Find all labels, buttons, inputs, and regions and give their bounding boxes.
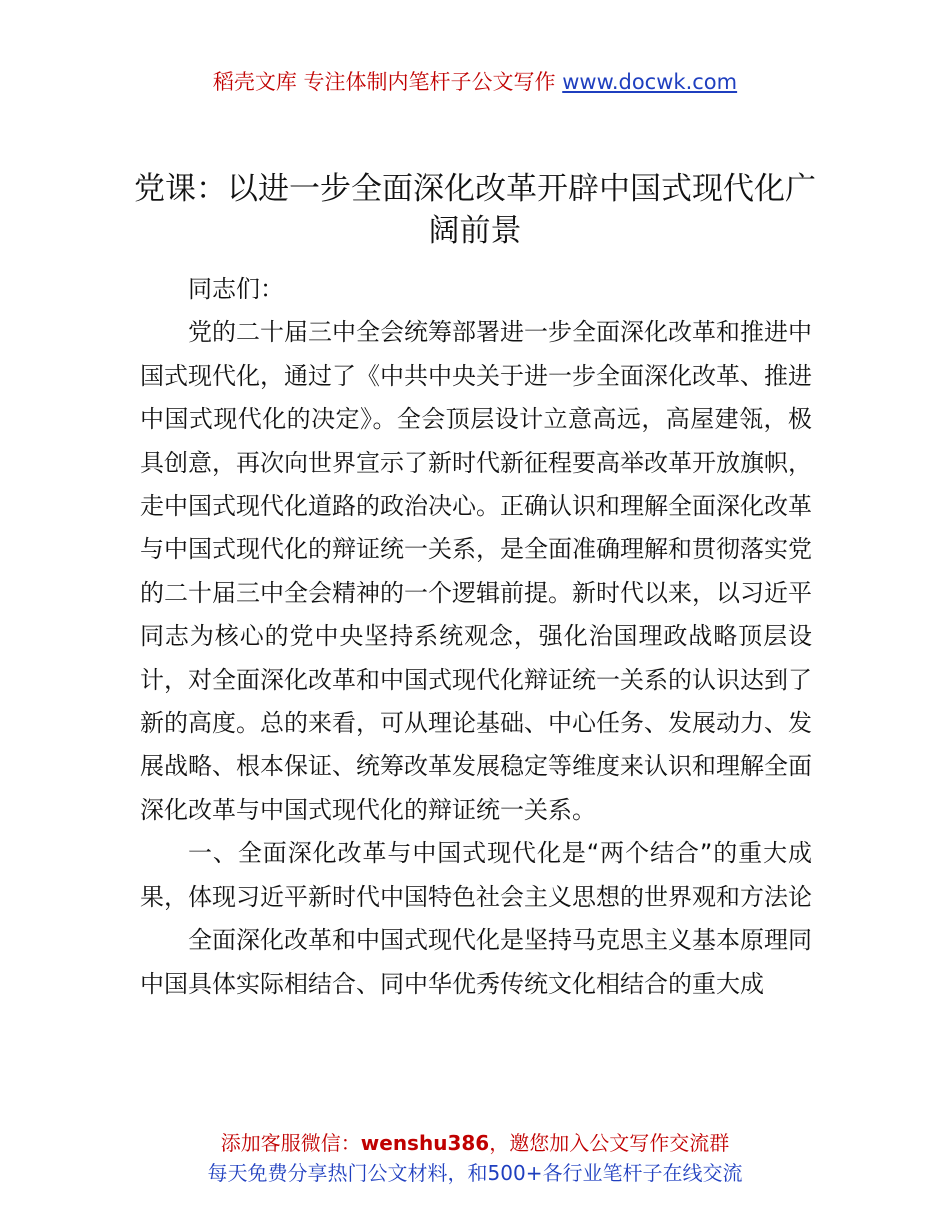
site-header (0, 68, 950, 96)
promo-prefix: 添加客服微信： (220, 1131, 361, 1155)
salutation: 同志们： (188, 275, 284, 303)
site-slogan: 稻壳文库 专注体制内笔杆子公文写作 (212, 70, 563, 94)
site-link[interactable]: www.docwk.com (562, 70, 738, 94)
paragraph-section-1: 全面深化改革和中国式现代化是坚持马克思主义基本原理同中国具体实际相结合、同中华优秀传统文化相结合的重大成 (140, 926, 812, 998)
section-heading-1: 一、全面深化改革与中国式现代化是“两个结合”的重大成果，体现习近平新时代中国特色社会主义思想的世界观和方法论 (140, 839, 812, 911)
document-title: 党课：以进一步全面深化改革开辟中国式现代化广阔前景 (134, 171, 816, 249)
document-body (140, 268, 812, 1006)
paragraph-intro: 党的二十届三中全会统筹部署进一步全面深化改革和推进中国式现代化，通过了《中共中央关于进一步全面深化改革、推进中国式现代化的决定》。全会顶层设计立意高远，高屋建瓴，极具创意，再次向世界宣示了新时代新征程要高举改革开放旗帜，走中国式现代化道路的政治决心。正确认识和理解全面深化改革与中国式现代化的辩证统一关系，是全面准确理解和贯彻落实党的二十届三中全会精神的一个逻辑前提。新时代以来，以习近平同志为核心的党中央坚持系统观念，强化治国理政战略顶层设计，对全面深化改革和中国式现代化辩证统一关系的认识达到了新的高度。总的来看，可从理论基础、中心任务、发展动力、发展战略、根本保证、统筹改革发展稳定等维度来认识和理解全面深化改革与中国式现代化的辩证统一关系。 (140, 318, 812, 824)
promo-line-2: 每天免费分享热门公文材料，和500+各行业笔杆子在线交流 (207, 1161, 743, 1185)
wechat-id: wenshu386 (360, 1131, 490, 1155)
promo-suffix: ，邀您加入公文写作交流群 (489, 1131, 730, 1155)
promo-line-1 (0, 1128, 950, 1158)
promo-footer (0, 1128, 950, 1188)
